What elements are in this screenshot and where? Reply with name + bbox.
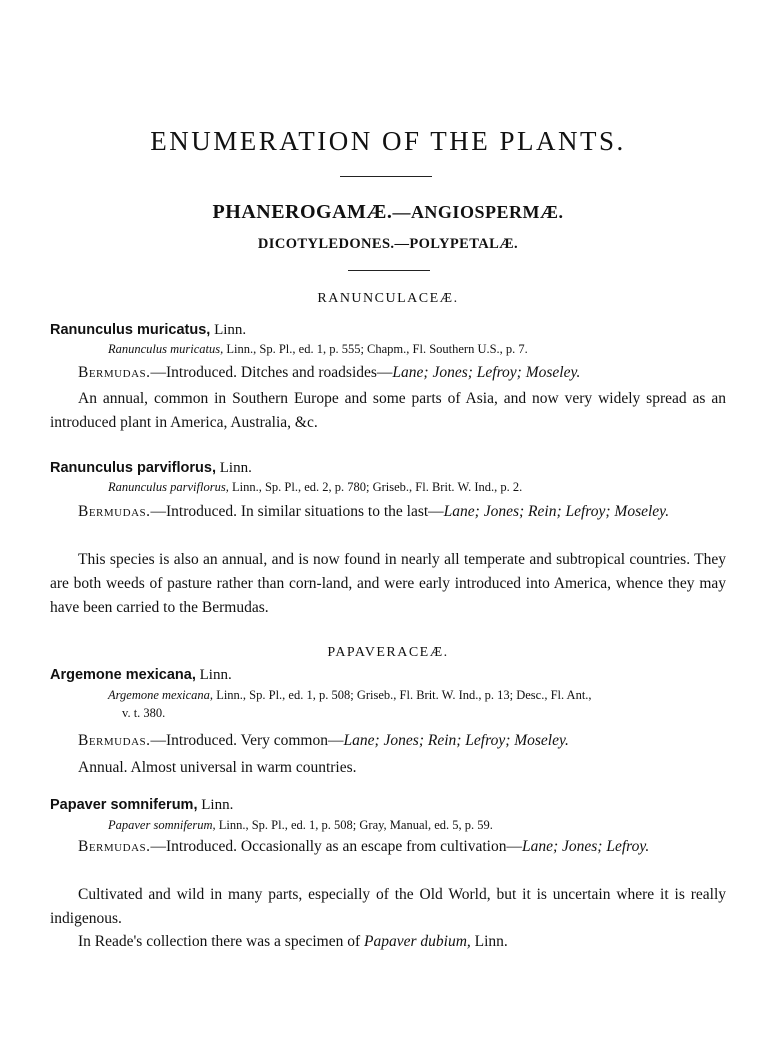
extra-note-author: Linn. <box>470 933 508 950</box>
notes-paragraph: An annual, common in Southern Europe and some parts of Asia, and now very widely spread as an introduced plant in America, Australia, &c. <box>50 390 726 431</box>
division-heading-sub: —ANGIOSPERMÆ. <box>392 202 564 222</box>
notes-paragraph: This species is also an annual, and is now found in nearly all temperate and subtropical countries. They are both weeds of pasture rather than corn-land, and were early introduced into America, whence they may have been carried to the Bermudas. <box>50 551 726 616</box>
locality-paragraph <box>50 500 726 524</box>
locality-paragraph <box>50 361 726 385</box>
locality-label: Bermudas. <box>78 364 151 381</box>
species-name: Ranunculus parviflorus, <box>50 460 216 476</box>
synonym-reference <box>108 478 732 496</box>
collectors: Lane; Jones; Lefroy. <box>521 838 650 855</box>
species-heading <box>50 797 233 814</box>
synonym-citation: Linn., Sp. Pl., ed. 1, p. 555; Chapm., Fl. Southern U.S., p. 7. <box>223 342 528 356</box>
notes-paragraph: Annual. Almost universal in warm countries. <box>78 759 357 776</box>
locality-text: —Introduced. In similar situations to the last— <box>150 503 444 520</box>
species-author: Linn. <box>195 667 232 683</box>
locality-paragraph <box>50 835 726 859</box>
locality-label: Bermudas. <box>78 503 151 520</box>
extra-note-text: In Reade's collection there was a specimen of <box>78 933 364 950</box>
extra-note-species: Papaver dubium, <box>364 933 471 950</box>
synonym-reference <box>108 686 732 722</box>
locality-label: Bermudas. <box>78 732 151 749</box>
synonym-name: Papaver somniferum, <box>108 818 216 832</box>
synonym-name: Ranunculus parviflorus, <box>108 480 229 494</box>
synonym-citation: Linn., Sp. Pl., ed. 1, p. 508; Griseb., Fl. Brit. W. Ind., p. 13; Desc., Fl. Ant., <box>213 688 592 702</box>
extra-note-paragraph <box>50 930 726 954</box>
family-heading-papaveraceae: PAPAVERACEÆ. <box>327 645 449 660</box>
class-heading: DICOTYLEDONES.—POLYPETALÆ. <box>257 236 519 252</box>
class-rule <box>348 270 430 271</box>
species-author: Linn. <box>215 460 252 476</box>
title-rule <box>340 176 432 177</box>
locality-label: Bermudas. <box>78 838 151 855</box>
species-heading <box>50 460 252 477</box>
locality-text: —Introduced. Occasionally as an escape from cultivation— <box>150 838 522 855</box>
locality-text: —Introduced. Ditches and roadsides— <box>150 364 393 381</box>
locality-paragraph <box>50 729 726 753</box>
collectors: Lane; Jones; Rein; Lefroy; Moseley. <box>343 732 569 749</box>
locality-text: —Introduced. Very common— <box>150 732 344 749</box>
synonym-continuation: v. t. 380. <box>122 706 166 720</box>
synonym-name: Ranunculus muricatus, <box>108 342 224 356</box>
synonym-citation: Linn., Sp. Pl., ed. 2, p. 780; Griseb., Fl. Brit. W. Ind., p. 2. <box>228 480 523 494</box>
species-author: Linn. <box>210 322 247 338</box>
division-heading-main: PHANEROGAMÆ. <box>212 201 393 223</box>
species-name: Argemone mexicana, <box>50 667 196 683</box>
synonym-citation: Linn., Sp. Pl., ed. 1, p. 508; Gray, Manual, ed. 5, p. 59. <box>215 818 493 832</box>
page-title: ENUMERATION OF THE PLANTS. <box>150 126 626 156</box>
species-author: Linn. <box>197 797 234 813</box>
synonym-name: Argemone mexicana, <box>108 688 214 702</box>
collectors: Lane; Jones; Lefroy; Moseley. <box>392 364 581 381</box>
family-heading-ranunculaceae: RANUNCULACEÆ. <box>317 291 459 306</box>
species-name: Papaver somniferum, <box>50 797 198 813</box>
synonym-reference <box>108 816 732 834</box>
division-heading <box>0 201 776 224</box>
species-heading <box>50 667 232 684</box>
collectors: Lane; Jones; Rein; Lefroy; Moseley. <box>443 503 670 520</box>
species-heading <box>50 322 246 339</box>
notes-paragraph: Cultivated and wild in many parts, especially of the Old World, but it is uncertain where it is really indigenous. <box>50 886 726 927</box>
synonym-reference <box>108 340 732 358</box>
species-name: Ranunculus muricatus, <box>50 322 211 338</box>
